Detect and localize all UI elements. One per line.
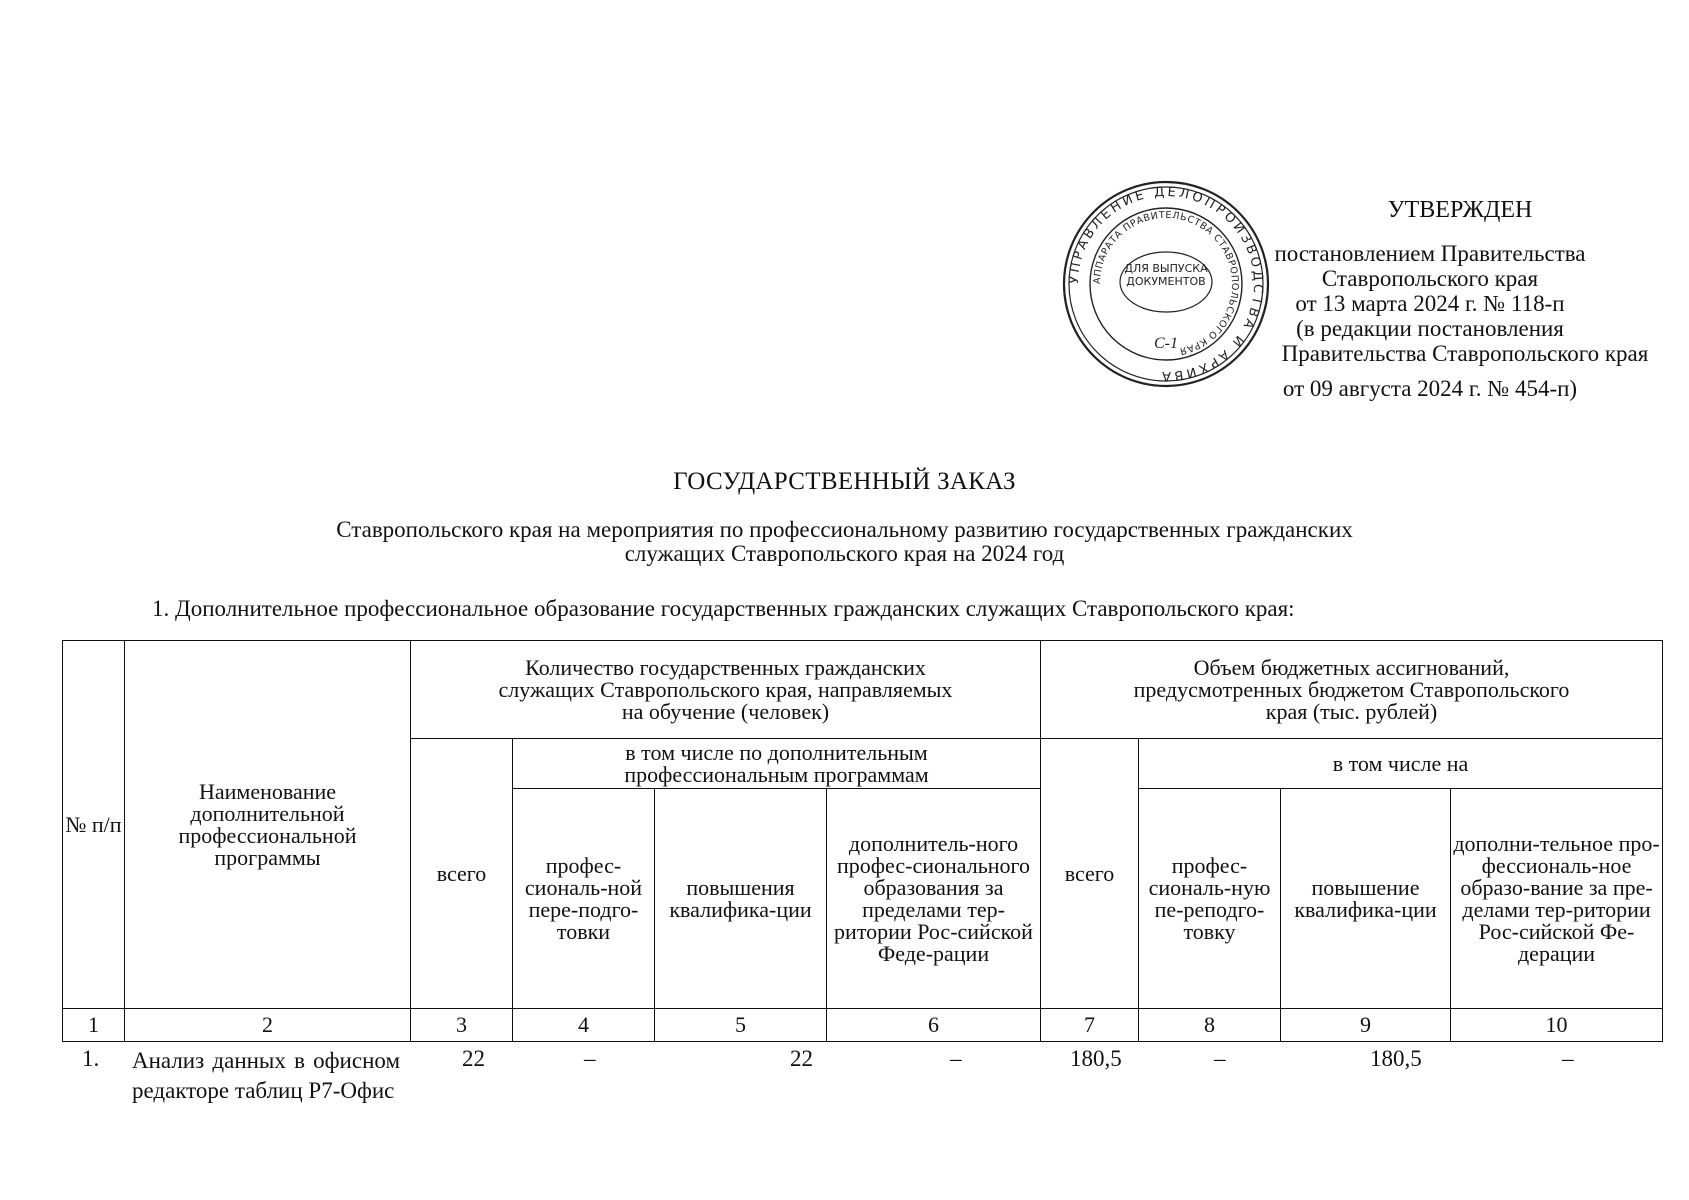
header-qualification-count: повышения квалифика-ции — [655, 789, 827, 1009]
value-abroad-count: – — [950, 1046, 962, 1071]
approval-line: от 13 марта 2024 г. № 118-п — [1295, 291, 1565, 316]
header-retraining-count: профес-сиональ-ной пере-подго-товки — [513, 789, 655, 1009]
value-total-count: 22 — [462, 1046, 485, 1071]
approval-line: (в редакции постановления — [1296, 316, 1564, 341]
value-retraining-budget: – — [1214, 1046, 1226, 1071]
section-heading: 1. Дополнительное профессиональное образование государственных гражданских служащих Ставропольского края: — [152, 596, 1295, 621]
approval-heading: УТВЕРЖДЕН — [1387, 197, 1533, 223]
column-number: 5 — [655, 1009, 827, 1042]
approval-line: Правительства Ставропольского края — [1281, 341, 1649, 366]
approval-line: постановлением Правительства — [1274, 241, 1586, 266]
row-number: 1. — [82, 1046, 100, 1071]
header-row-number: № п/п — [63, 641, 125, 1009]
header-abroad-count: дополнитель-ного профес-сионального образования за пределами тер-ритории Рос-сийской Феде-рации — [827, 789, 1041, 1009]
column-number: 10 — [1451, 1009, 1663, 1042]
value-total-budget: 180,5 — [1070, 1046, 1122, 1071]
header-program-name: Наименование дополнительной профессиональной программы — [125, 641, 411, 1009]
value-abroad-budget: – — [1562, 1046, 1574, 1071]
column-number: 2 — [125, 1009, 411, 1042]
subtitle-line: Ставропольского края на мероприятия по профессиональному развитию государственных гражданских — [336, 517, 1353, 542]
column-number: 1 — [63, 1009, 125, 1042]
value-qualification-count: 22 — [790, 1046, 813, 1071]
seal-code: С-1 — [1154, 335, 1178, 352]
header-group-budget: Объем бюджетных ассигнований, предусмотренных бюджетом Ставропольского края (тыс. рублей) — [1041, 641, 1663, 739]
column-number: 8 — [1139, 1009, 1281, 1042]
column-number: 3 — [411, 1009, 513, 1042]
approval-line: от 09 августа 2024 г. № 454-п) — [1282, 376, 1578, 401]
seal-center-text: ДЛЯ ВЫПУСКА ДОКУМЕНТОВ — [1124, 262, 1208, 288]
header-abroad-budget: дополни-тельное про-фессиональ-ное образо-вание за пре-делами тер-ритории Рос-сийской Фе-дерации — [1451, 789, 1663, 1009]
column-number: 4 — [513, 1009, 655, 1042]
header-retraining-budget: профес-сиональ-ную пе-реподго-товку — [1139, 789, 1281, 1009]
value-retraining-count: – — [584, 1046, 596, 1071]
header-total-budget: всего — [1041, 739, 1139, 1009]
document-title: ГОСУДАРСТВЕННЫЙ ЗАКАЗ — [673, 468, 1016, 495]
approval-line: Ставропольского края — [1321, 266, 1539, 291]
round-seal-stamp — [1060, 178, 1272, 390]
subtitle-line: служащих Ставропольского края на 2024 год — [624, 541, 1065, 566]
seal-outer-text: УПРАВЛЕНИЕ ДЕЛОПРОИЗВОДСТВА И АРХИВА — [1066, 184, 1266, 384]
header-total-count: всего — [411, 739, 513, 1009]
order-table — [62, 640, 1663, 1042]
header-sub-count: в том числе по дополнительным профессиональным программам — [513, 739, 1041, 789]
value-qualification-budget: 180,5 — [1370, 1046, 1422, 1071]
header-sub-budget: в том числе на — [1139, 739, 1663, 789]
column-number: 6 — [827, 1009, 1041, 1042]
column-number: 7 — [1041, 1009, 1139, 1042]
seal-inner-text: АППАРАТА ПРАВИТЕЛЬСТВА СТАВРОПОЛЬСКОГО КРАЯ — [1091, 209, 1241, 357]
header-qualification-budget: повышение квалифика-ции — [1281, 789, 1451, 1009]
column-number: 9 — [1281, 1009, 1451, 1042]
document-subtitle — [0, 518, 1689, 566]
header-group-count: Количество государственных гражданских служащих Ставропольского края, направляемых на обучение (человек) — [411, 641, 1041, 739]
program-name: Анализ данных в офисном редакторе таблиц Р7-Офис — [132, 1048, 400, 1103]
